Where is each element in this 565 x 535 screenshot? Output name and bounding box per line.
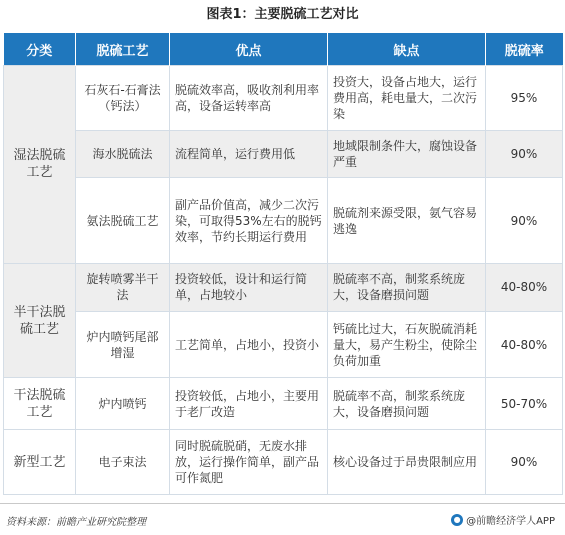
header-process: 脱硫工艺 [76,33,170,66]
brand-credit [451,512,555,527]
process-pros: 投资较低，占地小，主要用于老厂改造 [170,378,328,430]
footer [0,503,565,535]
process-rate: 90% [486,130,563,178]
process-name: 氨法脱硫工艺 [76,178,170,263]
table-row [4,66,563,131]
process-cons: 地域限制条件大，腐蚀设备严重 [328,130,486,178]
category-dry: 干法脱硫工艺 [4,378,76,430]
process-pros: 工艺简单，占地小，投资小 [170,311,328,378]
table-row [4,311,563,378]
category-new: 新型工艺 [4,430,76,495]
desulfurization-comparison-table [3,33,563,495]
process-name: 石灰石-石膏法（钙法） [76,66,170,131]
header-category: 分类 [4,33,76,66]
process-cons: 脱硫率不高，制浆系统庞大，设备磨损问题 [328,378,486,430]
process-pros: 投资较低，设计和运行简单，占地较小 [170,263,328,311]
table-row [4,378,563,430]
table-row [4,430,563,495]
category-semi-dry: 半干法脱硫工艺 [4,263,76,378]
process-pros: 脱硫效率高，吸收剂利用率高，设备运转率高 [170,66,328,131]
table-row [4,130,563,178]
process-rate: 50-70% [486,378,563,430]
process-rate: 90% [486,178,563,263]
process-name: 电子束法 [76,430,170,495]
header-pros: 优点 [170,33,328,66]
table-row [4,263,563,311]
process-name: 炉内喷钙 [76,378,170,430]
process-rate: 40-80% [486,263,563,311]
process-rate: 90% [486,430,563,495]
header-rate: 脱硫率 [486,33,563,66]
process-pros: 副产品价值高，减少二次污染，可取得53%左右的脱钙效率，节约长期运行费用 [170,178,328,263]
table-title: 图表1：主要脱硫工艺对比 [206,7,359,22]
header-cons: 缺点 [328,33,486,66]
table-row [4,178,563,263]
category-wet: 湿法脱硫工艺 [4,66,76,264]
process-pros: 流程简单，运行费用低 [170,130,328,178]
process-cons: 脱硫率不高，制浆系统庞大，设备磨损问题 [328,263,486,311]
process-rate: 95% [486,66,563,131]
source-note: 资料来源：前瞻产业研究院整理 [6,517,146,528]
brand-label: @前瞻经济学人APP [466,516,555,527]
process-name: 旋转喷雾半干法 [76,263,170,311]
process-cons: 投资大，设备占地大，运行费用高，耗电量大，二次污染 [328,66,486,131]
process-cons: 核心设备过于昂贵限制应用 [328,430,486,495]
header-row [4,33,563,66]
brand-logo-icon: ● [451,514,463,526]
process-cons: 钙硫比过大，石灰脱硫消耗量大，易产生粉尘，使除尘负荷加重 [328,311,486,378]
process-pros: 同时脱硫脱硝，无废水排放，运行操作简单，副产品可作氮肥 [170,430,328,495]
process-cons: 脱硫剂来源受限，氨气容易逃逸 [328,178,486,263]
process-rate: 40-80% [486,311,563,378]
process-name: 炉内喷钙尾部增湿 [76,311,170,378]
process-name: 海水脱硫法 [76,130,170,178]
